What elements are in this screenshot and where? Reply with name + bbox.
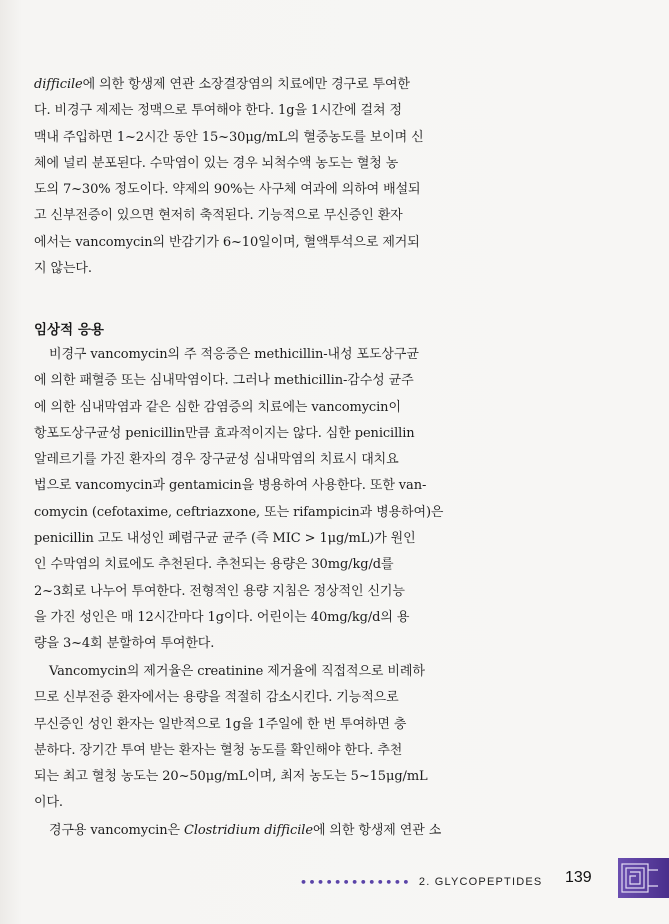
running-footer xyxy=(300,873,542,891)
text-line: Vancomycin의 제거율은 creatinine 제거율에 직접적으로 비례하 xyxy=(49,664,425,679)
italic-term: difficile xyxy=(34,77,83,92)
text-line: 다. 비경구 제제는 정맥으로 투여해야 한다. 1g을 1시간에 걸쳐 정 xyxy=(34,103,402,119)
footer-dots: ••••••••••••• xyxy=(300,875,411,889)
text-line: comycin (cefotaxime, ceftriazxone, 또는 rifampicin과 병용하여)은 xyxy=(34,504,444,520)
paragraph-2 xyxy=(34,342,486,658)
paragraph-3 xyxy=(34,659,486,817)
text-line: 도의 7~30% 정도이다. 약제의 90%는 사구체 여과에 의하여 배설되 xyxy=(34,182,421,198)
text-line: 분하다. 장기간 투여 받는 환자는 혈청 농도를 확인해야 한다. 추천 xyxy=(34,742,403,758)
chapter-label: 2. GLYCOPEPTIDES xyxy=(418,876,543,888)
text-line: 항포도상구균성 penicillin만큼 효과적이지는 않다. 심한 penicillin xyxy=(34,425,415,441)
text-line: 법으로 vancomycin과 gentamicin을 병용하여 사용한다. 또한 van- xyxy=(34,478,427,494)
text-line: 므로 신부전증 환자에서는 용량을 적절히 감소시킨다. 기능적으로 xyxy=(34,690,399,706)
italic-term: Clostridium difficile xyxy=(183,823,313,838)
text-line: 량을 3~4회 분할하여 투여한다. xyxy=(34,636,215,652)
text-line: difficile에 의한 항생제 연관 소장결장염의 치료에만 경구로 투여한 xyxy=(34,77,410,92)
text-line: 에 의한 패혈증 또는 심내막염이다. 그러나 methicillin-감수성 균주 xyxy=(34,373,414,389)
text-line: 2~3회로 나누어 투여한다. 전형적인 용량 지침은 정상적인 신기능 xyxy=(34,583,405,599)
maze-pattern-icon xyxy=(618,858,669,898)
section-heading: 임상적 응용 xyxy=(34,322,104,338)
text-line: 체에 널리 분포된다. 수막염이 있는 경우 뇌척수액 농도는 혈청 농 xyxy=(34,155,399,171)
text-line: penicillin 고도 내성인 폐렴구균 균주 (즉 MIC > 1μg/mL)가 원인 xyxy=(34,531,416,547)
text-line: 비경구 vancomycin의 주 적응증은 methicillin-내성 포도상구균 xyxy=(49,347,419,362)
text-line: 고 신부전증이 있으면 현저히 축적된다. 기능적으로 무신증인 환자 xyxy=(34,208,403,224)
paragraph-4 xyxy=(34,818,486,844)
text-line: 에 의한 심내막염과 같은 심한 감염증의 치료에는 vancomycin이 xyxy=(34,399,401,415)
paragraph-1 xyxy=(34,72,486,282)
text-line: 인 수막염의 치료에도 추천된다. 추천되는 용량은 30mg/kg/d를 xyxy=(34,557,394,573)
text-line: 되는 최고 혈청 농도는 20~50μg/mL이며, 최저 농도는 5~15μg/mL xyxy=(34,769,428,785)
text-line: 에서는 vancomycin의 반감기가 6~10일이며, 혈액투석으로 제거되 xyxy=(34,234,420,250)
text-line: 경구용 vancomycin은 Clostridium difficile에 의한 항생제 연관 소 xyxy=(49,823,442,838)
page-number: 139 xyxy=(565,869,592,886)
text-line: 을 가진 성인은 매 12시간마다 1g이다. 어린이는 40mg/kg/d의 용 xyxy=(34,609,410,625)
text-line: 알레르기를 가진 환자의 경우 장구균성 심내막염의 치료시 대치요 xyxy=(34,452,399,468)
text-line: 지 않는다. xyxy=(34,261,92,277)
text-line: 이다. xyxy=(34,795,63,811)
text-line: 무신증인 성인 환자는 일반적으로 1g을 1주일에 한 번 투여하면 충 xyxy=(34,716,407,732)
text-line: 맥내 주입하면 1~2시간 동안 15~30μg/mL의 혈중농도를 보이며 신 xyxy=(34,129,424,145)
chapter-tab-icon xyxy=(618,858,669,898)
